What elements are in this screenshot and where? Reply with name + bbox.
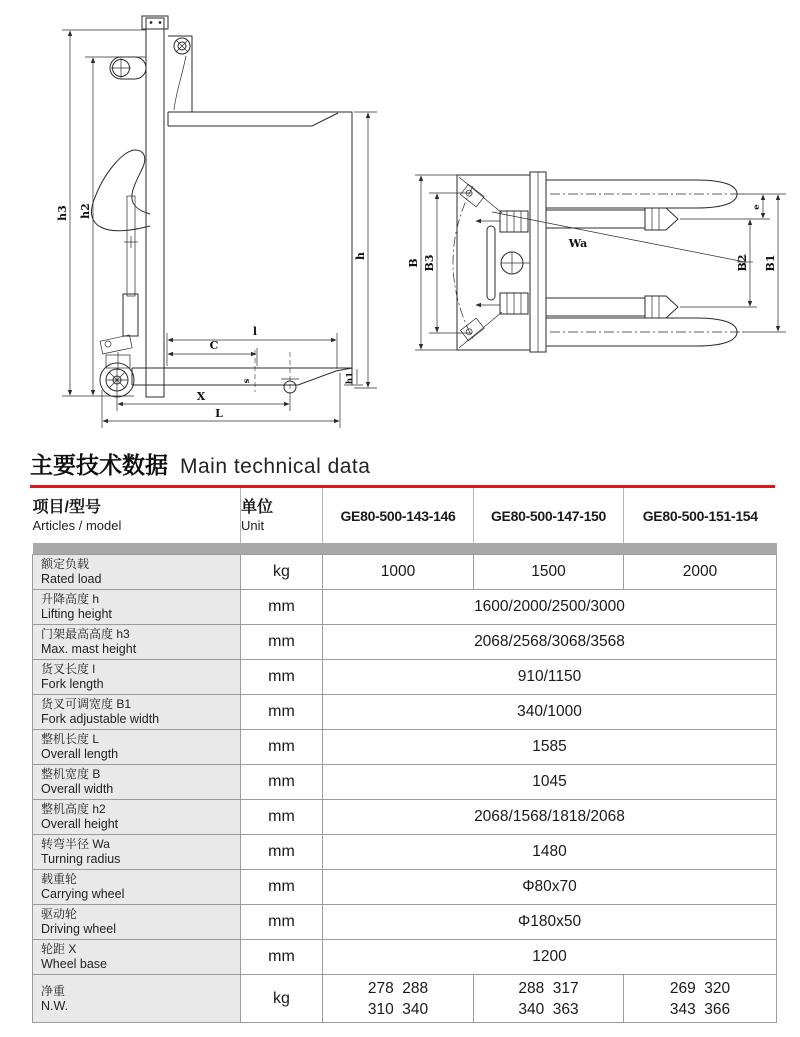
row-label-en: Max. mast height [41, 642, 137, 656]
row-label-cn: 驱动轮 [41, 907, 78, 921]
row-label-cell [33, 905, 241, 940]
row-label-en: Overall length [41, 747, 119, 761]
row-value: 1480 [323, 835, 777, 870]
dim-label-s: s [242, 378, 252, 384]
top-view-drawing [407, 172, 786, 352]
row-label-cn: 净重 [41, 983, 66, 998]
row-unit: mm [241, 660, 323, 695]
row-value: 340/1000 [323, 695, 777, 730]
row-label-en: Fork adjustable width [41, 712, 160, 726]
table-row-wheel-base [33, 940, 777, 975]
table-row-driving-wheel [33, 905, 777, 940]
spec-table [32, 488, 777, 1023]
dim-label-e: e [752, 204, 762, 210]
row-label-cn: 载重轮 [41, 872, 78, 886]
row-label-cn: 整机宽度 B [41, 767, 101, 781]
row-label-cell [33, 800, 241, 835]
row-label-cell [33, 555, 241, 590]
dim-label-h: h [354, 252, 367, 260]
dim-label-h1: h1 [345, 371, 355, 385]
section-title [0, 441, 800, 480]
nw-line: 310 340 [367, 1000, 429, 1018]
dim-label-C: C [209, 339, 219, 352]
table-row-net-weight [33, 975, 777, 1023]
row-value: 1000 [323, 555, 474, 590]
row-label-cell [33, 625, 241, 660]
row-label-cn: 整机高度 h2 [41, 802, 106, 816]
header-model-2: GE80-500-147-150 [474, 488, 624, 543]
section-title-cn: 主要技术数据 [30, 452, 168, 478]
row-unit: mm [241, 695, 323, 730]
nw-line: 343 366 [669, 1000, 731, 1018]
side-view-drawing [56, 16, 377, 428]
row-label-en: Wheel base [41, 957, 108, 971]
header-articles [33, 488, 241, 543]
header-unit-cn: 单位 [241, 498, 274, 516]
table-row-lifting-height [33, 590, 777, 625]
table-row-overall-height [33, 800, 777, 835]
dim-label-B1: B1 [764, 254, 777, 272]
row-value: 1045 [323, 765, 777, 800]
dim-label-L: L [215, 407, 223, 420]
row-label-cell [33, 695, 241, 730]
row-value [624, 975, 777, 1023]
table-header-row [33, 488, 777, 543]
table-row-overall-length [33, 730, 777, 765]
row-label-en: Fork length [41, 677, 104, 691]
table-row-carrying-wheel [33, 870, 777, 905]
dim-label-h3: h3 [56, 205, 69, 221]
row-label-cn: 货叉可调宽度 B1 [41, 697, 132, 711]
row-unit: mm [241, 800, 323, 835]
row-label-cn: 转弯半径 Wa [41, 837, 110, 851]
row-label-cell [33, 870, 241, 905]
row-label-en: N.W. [41, 998, 69, 1013]
table-row-fork-length [33, 660, 777, 695]
row-label-cn: 整机长度 L [41, 732, 100, 746]
row-unit: mm [241, 940, 323, 975]
row-label-en: Turning radius [41, 852, 121, 866]
nw-line: 269 320 [669, 979, 731, 997]
row-value: 1585 [323, 730, 777, 765]
table-row-overall-width [33, 765, 777, 800]
dim-label-B: B [407, 258, 420, 268]
table-row-mast-height [33, 625, 777, 660]
header-model-1: GE80-500-143-146 [323, 488, 474, 543]
row-label-cn: 轮距 X [41, 942, 77, 956]
row-value: 1200 [323, 940, 777, 975]
header-model-3: GE80-500-151-154 [624, 488, 777, 543]
table-separator-row [33, 543, 777, 555]
row-label-en: Carrying wheel [41, 887, 125, 901]
dim-label-Wa: Wa [568, 237, 588, 250]
row-unit: mm [241, 625, 323, 660]
stacker-technical-drawing [0, 0, 800, 441]
dim-label-B2: B2 [736, 254, 749, 272]
row-label-cell [33, 590, 241, 625]
row-unit: mm [241, 765, 323, 800]
row-unit: mm [241, 870, 323, 905]
row-value: 1600/2000/2500/3000 [323, 590, 777, 625]
row-unit: mm [241, 730, 323, 765]
nw-line: 340 363 [518, 1000, 579, 1018]
row-label-cell [33, 940, 241, 975]
nw-line: 288 317 [518, 979, 579, 997]
row-label-cn: 货叉长度 l [41, 662, 96, 676]
row-value: Φ180x50 [323, 905, 777, 940]
row-value: 910/1150 [323, 660, 777, 695]
row-label-en: Overall height [41, 817, 119, 831]
row-label-cell [33, 975, 241, 1023]
row-label-cell [33, 660, 241, 695]
dim-label-B3: B3 [423, 254, 436, 272]
dim-label-X: X [196, 390, 206, 403]
row-unit: kg [241, 975, 323, 1023]
row-value [323, 975, 474, 1023]
row-unit: mm [241, 905, 323, 940]
section-title-en: Main technical data [180, 455, 371, 478]
row-value: 2068/2568/3068/3568 [323, 625, 777, 660]
nw-line: 278 288 [367, 979, 429, 997]
row-label-cell [33, 730, 241, 765]
table-row-rated-load [33, 555, 777, 590]
row-label-cn: 门架最高高度 h3 [41, 627, 130, 641]
row-unit: mm [241, 590, 323, 625]
header-articles-en: Articles / model [32, 517, 122, 533]
table-separator-bar [33, 543, 777, 555]
row-value: 1500 [474, 555, 624, 590]
row-label-cell [33, 765, 241, 800]
header-unit-en: Unit [241, 517, 265, 533]
dim-label-h2: h2 [79, 203, 92, 219]
row-label-en: Overall width [41, 782, 114, 796]
row-label-en: Lifting height [41, 607, 112, 621]
header-unit [241, 488, 323, 543]
row-value: 2000 [624, 555, 777, 590]
table-row-fork-width [33, 695, 777, 730]
table-row-turning-radius [33, 835, 777, 870]
row-label-en: Driving wheel [41, 922, 117, 936]
row-label-cn: 额定负载 [41, 557, 90, 571]
row-label-cell [33, 835, 241, 870]
row-unit: mm [241, 835, 323, 870]
row-unit: kg [241, 555, 323, 590]
dim-label-l: l [252, 325, 258, 338]
row-label-en: Rated load [41, 572, 102, 586]
row-label-cn: 升降高度 h [41, 592, 100, 606]
row-value [474, 975, 624, 1023]
header-articles-cn: 项目/型号 [32, 498, 101, 516]
row-value: 2068/1568/1818/2068 [323, 800, 777, 835]
row-value: Φ80x70 [323, 870, 777, 905]
